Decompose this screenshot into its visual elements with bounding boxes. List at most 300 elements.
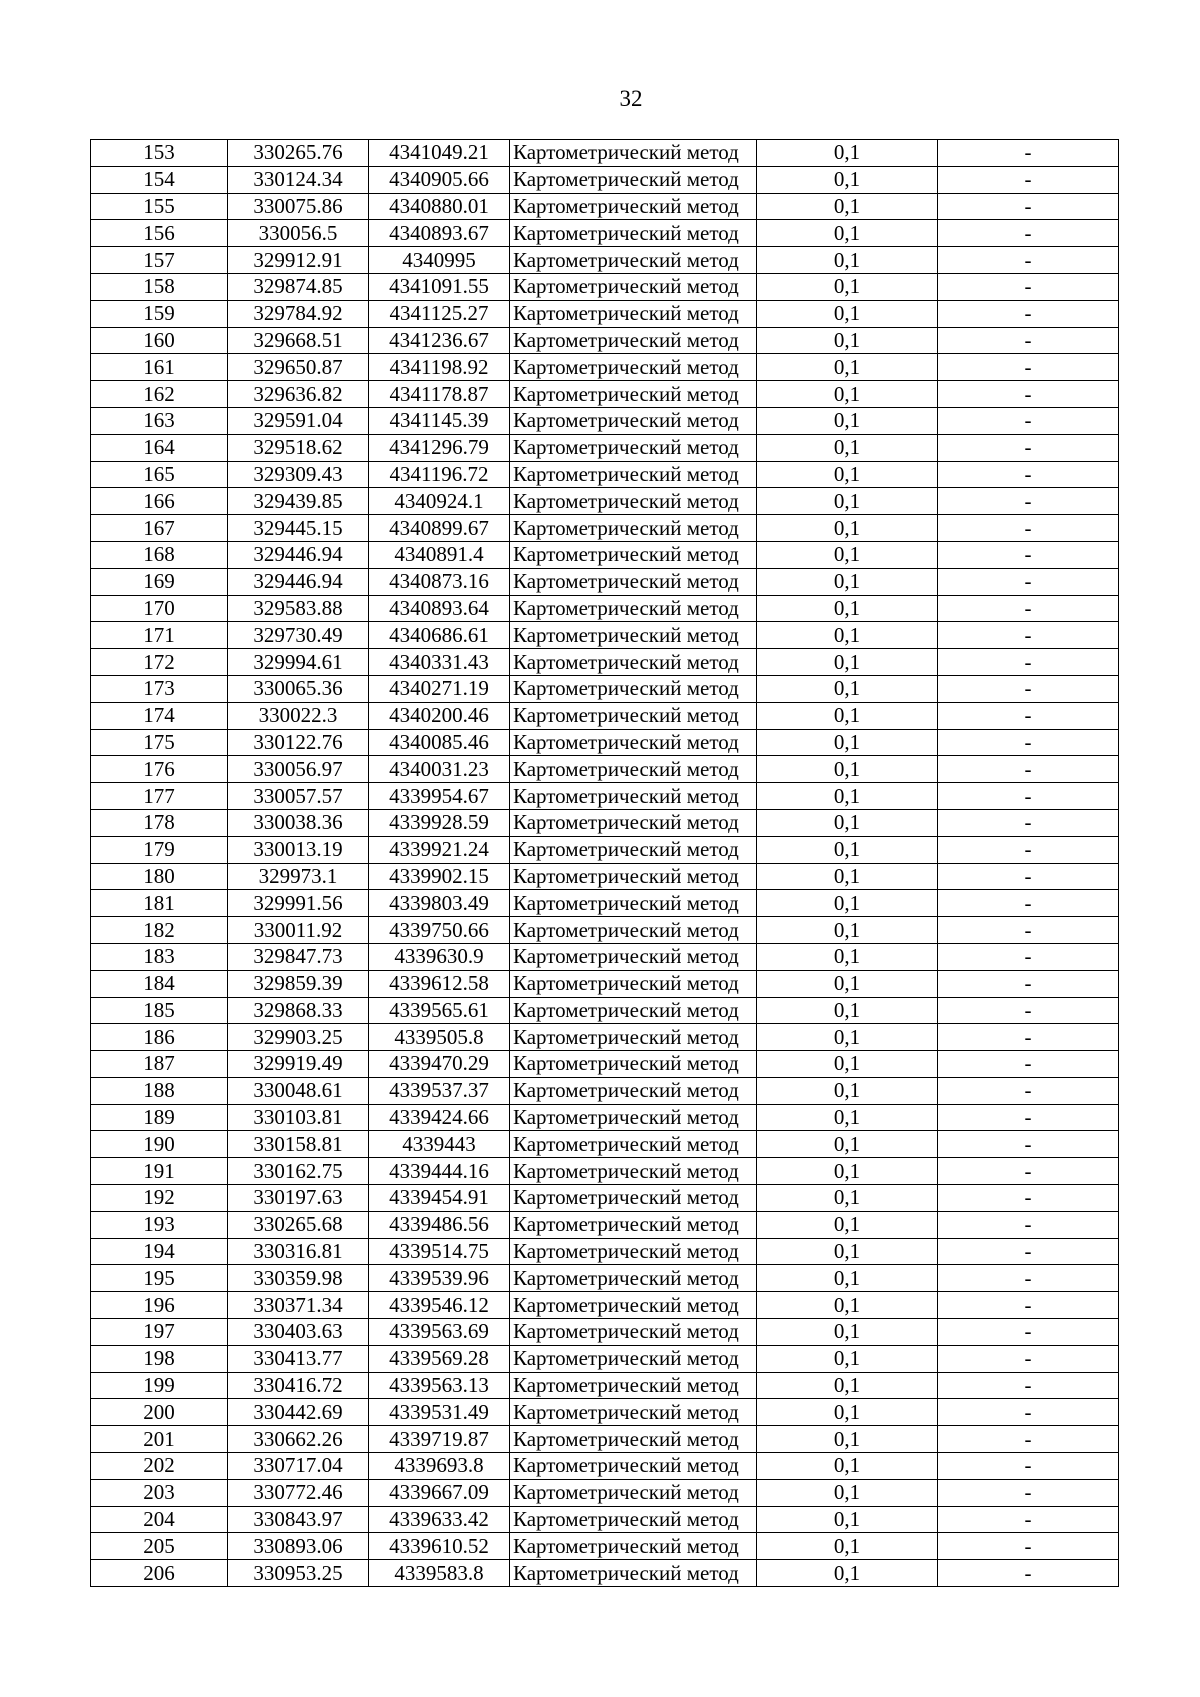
accuracy-cell: 0,1 xyxy=(757,273,938,300)
note-cell: - xyxy=(938,1506,1119,1533)
note-cell: - xyxy=(938,1265,1119,1292)
method-cell: Картометрический метод xyxy=(510,1211,757,1238)
method-cell: Картометрический метод xyxy=(510,300,757,327)
x-coordinate-cell: 330056.5 xyxy=(228,220,369,247)
accuracy-cell: 0,1 xyxy=(757,1265,938,1292)
table-row xyxy=(91,568,1119,595)
x-coordinate-cell: 330075.86 xyxy=(228,193,369,220)
x-coordinate-cell: 330057.57 xyxy=(228,783,369,810)
point-number-cell: 176 xyxy=(91,756,228,783)
method-cell: Картометрический метод xyxy=(510,675,757,702)
y-coordinate-cell: 4341198.92 xyxy=(369,354,510,381)
x-coordinate-cell: 330359.98 xyxy=(228,1265,369,1292)
method-cell: Картометрический метод xyxy=(510,247,757,274)
table-row xyxy=(91,1426,1119,1453)
table-row xyxy=(91,1077,1119,1104)
method-cell: Картометрический метод xyxy=(510,702,757,729)
x-coordinate-cell: 330065.36 xyxy=(228,675,369,702)
x-coordinate-cell: 329591.04 xyxy=(228,407,369,434)
table-row xyxy=(91,193,1119,220)
note-cell: - xyxy=(938,354,1119,381)
x-coordinate-cell: 329439.85 xyxy=(228,488,369,515)
table-row xyxy=(91,649,1119,676)
page-number: 32 xyxy=(619,86,643,111)
x-coordinate-cell: 330265.68 xyxy=(228,1211,369,1238)
point-number-cell: 170 xyxy=(91,595,228,622)
x-coordinate-cell: 330013.19 xyxy=(228,836,369,863)
point-number-cell: 162 xyxy=(91,381,228,408)
note-cell: - xyxy=(938,809,1119,836)
x-coordinate-cell: 330197.63 xyxy=(228,1185,369,1212)
point-number-cell: 158 xyxy=(91,273,228,300)
table-row xyxy=(91,1345,1119,1372)
point-number-cell: 161 xyxy=(91,354,228,381)
point-number-cell: 182 xyxy=(91,917,228,944)
accuracy-cell: 0,1 xyxy=(757,756,938,783)
y-coordinate-cell: 4340686.61 xyxy=(369,622,510,649)
accuracy-cell: 0,1 xyxy=(757,1479,938,1506)
y-coordinate-cell: 4339750.66 xyxy=(369,917,510,944)
accuracy-cell: 0,1 xyxy=(757,193,938,220)
method-cell: Картометрический метод xyxy=(510,1077,757,1104)
accuracy-cell: 0,1 xyxy=(757,1426,938,1453)
table-row xyxy=(91,863,1119,890)
note-cell: - xyxy=(938,515,1119,542)
method-cell: Картометрический метод xyxy=(510,541,757,568)
note-cell: - xyxy=(938,1372,1119,1399)
x-coordinate-cell: 329668.51 xyxy=(228,327,369,354)
method-cell: Картометрический метод xyxy=(510,1051,757,1078)
y-coordinate-cell: 4341091.55 xyxy=(369,273,510,300)
point-number-cell: 159 xyxy=(91,300,228,327)
y-coordinate-cell: 4339667.09 xyxy=(369,1479,510,1506)
method-cell: Картометрический метод xyxy=(510,1158,757,1185)
table-row xyxy=(91,783,1119,810)
method-cell: Картометрический метод xyxy=(510,140,757,167)
point-number-cell: 177 xyxy=(91,783,228,810)
point-number-cell: 200 xyxy=(91,1399,228,1426)
accuracy-cell: 0,1 xyxy=(757,890,938,917)
coordinates-table-body xyxy=(91,140,1119,1587)
x-coordinate-cell: 330038.36 xyxy=(228,809,369,836)
accuracy-cell: 0,1 xyxy=(757,997,938,1024)
table-row xyxy=(91,1051,1119,1078)
note-cell: - xyxy=(938,1077,1119,1104)
y-coordinate-cell: 4339563.69 xyxy=(369,1319,510,1346)
point-number-cell: 160 xyxy=(91,327,228,354)
method-cell: Картометрический метод xyxy=(510,1265,757,1292)
y-coordinate-cell: 4339454.91 xyxy=(369,1185,510,1212)
accuracy-cell: 0,1 xyxy=(757,1158,938,1185)
method-cell: Картометрический метод xyxy=(510,1238,757,1265)
point-number-cell: 196 xyxy=(91,1292,228,1319)
note-cell: - xyxy=(938,890,1119,917)
accuracy-cell: 0,1 xyxy=(757,381,938,408)
y-coordinate-cell: 4341145.39 xyxy=(369,407,510,434)
accuracy-cell: 0,1 xyxy=(757,836,938,863)
note-cell: - xyxy=(938,568,1119,595)
method-cell: Картометрический метод xyxy=(510,1104,757,1131)
method-cell: Картометрический метод xyxy=(510,1506,757,1533)
x-coordinate-cell: 329919.49 xyxy=(228,1051,369,1078)
accuracy-cell: 0,1 xyxy=(757,434,938,461)
x-coordinate-cell: 330124.34 xyxy=(228,166,369,193)
table-row xyxy=(91,1319,1119,1346)
point-number-cell: 189 xyxy=(91,1104,228,1131)
method-cell: Картометрический метод xyxy=(510,488,757,515)
y-coordinate-cell: 4339928.59 xyxy=(369,809,510,836)
x-coordinate-cell: 329518.62 xyxy=(228,434,369,461)
accuracy-cell: 0,1 xyxy=(757,247,938,274)
table-row xyxy=(91,1158,1119,1185)
y-coordinate-cell: 4340893.67 xyxy=(369,220,510,247)
y-coordinate-cell: 4339612.58 xyxy=(369,970,510,997)
point-number-cell: 199 xyxy=(91,1372,228,1399)
point-number-cell: 155 xyxy=(91,193,228,220)
point-number-cell: 156 xyxy=(91,220,228,247)
table-row xyxy=(91,541,1119,568)
point-number-cell: 157 xyxy=(91,247,228,274)
accuracy-cell: 0,1 xyxy=(757,1533,938,1560)
accuracy-cell: 0,1 xyxy=(757,541,938,568)
method-cell: Картометрический метод xyxy=(510,729,757,756)
y-coordinate-cell: 4340031.23 xyxy=(369,756,510,783)
y-coordinate-cell: 4340271.19 xyxy=(369,675,510,702)
y-coordinate-cell: 4341296.79 xyxy=(369,434,510,461)
point-number-cell: 174 xyxy=(91,702,228,729)
method-cell: Картометрический метод xyxy=(510,863,757,890)
y-coordinate-cell: 4339693.8 xyxy=(369,1453,510,1480)
table-row xyxy=(91,273,1119,300)
method-cell: Картометрический метод xyxy=(510,1426,757,1453)
y-coordinate-cell: 4341196.72 xyxy=(369,461,510,488)
y-coordinate-cell: 4339803.49 xyxy=(369,890,510,917)
table-row xyxy=(91,1024,1119,1051)
accuracy-cell: 0,1 xyxy=(757,1560,938,1587)
accuracy-cell: 0,1 xyxy=(757,354,938,381)
point-number-cell: 183 xyxy=(91,943,228,970)
accuracy-cell: 0,1 xyxy=(757,943,938,970)
method-cell: Картометрический метод xyxy=(510,1560,757,1587)
accuracy-cell: 0,1 xyxy=(757,140,938,167)
y-coordinate-cell: 4341125.27 xyxy=(369,300,510,327)
method-cell: Картометрический метод xyxy=(510,1479,757,1506)
accuracy-cell: 0,1 xyxy=(757,1399,938,1426)
accuracy-cell: 0,1 xyxy=(757,1185,938,1212)
table-row xyxy=(91,1265,1119,1292)
y-coordinate-cell: 4339921.24 xyxy=(369,836,510,863)
y-coordinate-cell: 4340891.4 xyxy=(369,541,510,568)
y-coordinate-cell: 4339546.12 xyxy=(369,1292,510,1319)
x-coordinate-cell: 330893.06 xyxy=(228,1533,369,1560)
method-cell: Картометрический метод xyxy=(510,836,757,863)
point-number-cell: 206 xyxy=(91,1560,228,1587)
accuracy-cell: 0,1 xyxy=(757,220,938,247)
accuracy-cell: 0,1 xyxy=(757,863,938,890)
method-cell: Картометрический метод xyxy=(510,756,757,783)
accuracy-cell: 0,1 xyxy=(757,488,938,515)
point-number-cell: 205 xyxy=(91,1533,228,1560)
x-coordinate-cell: 330662.26 xyxy=(228,1426,369,1453)
point-number-cell: 169 xyxy=(91,568,228,595)
point-number-cell: 178 xyxy=(91,809,228,836)
x-coordinate-cell: 329445.15 xyxy=(228,515,369,542)
point-number-cell: 180 xyxy=(91,863,228,890)
y-coordinate-cell: 4341236.67 xyxy=(369,327,510,354)
x-coordinate-cell: 329583.88 xyxy=(228,595,369,622)
note-cell: - xyxy=(938,1185,1119,1212)
y-coordinate-cell: 4339719.87 xyxy=(369,1426,510,1453)
x-coordinate-cell: 329650.87 xyxy=(228,354,369,381)
y-coordinate-cell: 4339610.52 xyxy=(369,1533,510,1560)
note-cell: - xyxy=(938,675,1119,702)
point-number-cell: 194 xyxy=(91,1238,228,1265)
table-row xyxy=(91,836,1119,863)
y-coordinate-cell: 4339537.37 xyxy=(369,1077,510,1104)
note-cell: - xyxy=(938,273,1119,300)
point-number-cell: 175 xyxy=(91,729,228,756)
point-number-cell: 187 xyxy=(91,1051,228,1078)
note-cell: - xyxy=(938,783,1119,810)
point-number-cell: 154 xyxy=(91,166,228,193)
table-row xyxy=(91,327,1119,354)
method-cell: Картометрический метод xyxy=(510,568,757,595)
note-cell: - xyxy=(938,247,1119,274)
note-cell: - xyxy=(938,756,1119,783)
x-coordinate-cell: 329859.39 xyxy=(228,970,369,997)
note-cell: - xyxy=(938,1051,1119,1078)
accuracy-cell: 0,1 xyxy=(757,1453,938,1480)
x-coordinate-cell: 330048.61 xyxy=(228,1077,369,1104)
accuracy-cell: 0,1 xyxy=(757,568,938,595)
accuracy-cell: 0,1 xyxy=(757,1051,938,1078)
table-row xyxy=(91,809,1119,836)
note-cell: - xyxy=(938,434,1119,461)
method-cell: Картометрический метод xyxy=(510,1131,757,1158)
note-cell: - xyxy=(938,1131,1119,1158)
table-row xyxy=(91,675,1119,702)
y-coordinate-cell: 4339954.67 xyxy=(369,783,510,810)
accuracy-cell: 0,1 xyxy=(757,1104,938,1131)
note-cell: - xyxy=(938,1319,1119,1346)
note-cell: - xyxy=(938,649,1119,676)
accuracy-cell: 0,1 xyxy=(757,1077,938,1104)
table-row xyxy=(91,354,1119,381)
table-row xyxy=(91,997,1119,1024)
accuracy-cell: 0,1 xyxy=(757,461,938,488)
point-number-cell: 184 xyxy=(91,970,228,997)
method-cell: Картометрический метод xyxy=(510,649,757,676)
accuracy-cell: 0,1 xyxy=(757,1292,938,1319)
point-number-cell: 192 xyxy=(91,1185,228,1212)
point-number-cell: 172 xyxy=(91,649,228,676)
point-number-cell: 165 xyxy=(91,461,228,488)
table-row xyxy=(91,1453,1119,1480)
note-cell: - xyxy=(938,461,1119,488)
y-coordinate-cell: 4339569.28 xyxy=(369,1345,510,1372)
method-cell: Картометрический метод xyxy=(510,166,757,193)
point-number-cell: 171 xyxy=(91,622,228,649)
note-cell: - xyxy=(938,220,1119,247)
method-cell: Картометрический метод xyxy=(510,890,757,917)
accuracy-cell: 0,1 xyxy=(757,783,938,810)
point-number-cell: 181 xyxy=(91,890,228,917)
accuracy-cell: 0,1 xyxy=(757,407,938,434)
y-coordinate-cell: 4340995 xyxy=(369,247,510,274)
table-row xyxy=(91,970,1119,997)
method-cell: Картометрический метод xyxy=(510,1399,757,1426)
accuracy-cell: 0,1 xyxy=(757,649,938,676)
accuracy-cell: 0,1 xyxy=(757,675,938,702)
method-cell: Картометрический метод xyxy=(510,622,757,649)
accuracy-cell: 0,1 xyxy=(757,809,938,836)
method-cell: Картометрический метод xyxy=(510,1024,757,1051)
x-coordinate-cell: 330158.81 xyxy=(228,1131,369,1158)
x-coordinate-cell: 330265.76 xyxy=(228,140,369,167)
accuracy-cell: 0,1 xyxy=(757,1024,938,1051)
x-coordinate-cell: 330442.69 xyxy=(228,1399,369,1426)
table-row xyxy=(91,140,1119,167)
y-coordinate-cell: 4340085.46 xyxy=(369,729,510,756)
method-cell: Картометрический метод xyxy=(510,193,757,220)
note-cell: - xyxy=(938,166,1119,193)
table-row xyxy=(91,515,1119,542)
table-row xyxy=(91,1211,1119,1238)
method-cell: Картометрический метод xyxy=(510,917,757,944)
y-coordinate-cell: 4339505.8 xyxy=(369,1024,510,1051)
table-row xyxy=(91,488,1119,515)
y-coordinate-cell: 4339563.13 xyxy=(369,1372,510,1399)
y-coordinate-cell: 4340893.64 xyxy=(369,595,510,622)
y-coordinate-cell: 4339531.49 xyxy=(369,1399,510,1426)
y-coordinate-cell: 4340899.67 xyxy=(369,515,510,542)
x-coordinate-cell: 330056.97 xyxy=(228,756,369,783)
y-coordinate-cell: 4339443 xyxy=(369,1131,510,1158)
point-number-cell: 173 xyxy=(91,675,228,702)
note-cell: - xyxy=(938,1158,1119,1185)
accuracy-cell: 0,1 xyxy=(757,702,938,729)
note-cell: - xyxy=(938,488,1119,515)
table-row xyxy=(91,1506,1119,1533)
point-number-cell: 179 xyxy=(91,836,228,863)
table-row xyxy=(91,1560,1119,1587)
y-coordinate-cell: 4339583.8 xyxy=(369,1560,510,1587)
table-row xyxy=(91,300,1119,327)
note-cell: - xyxy=(938,997,1119,1024)
table-row xyxy=(91,407,1119,434)
y-coordinate-cell: 4339444.16 xyxy=(369,1158,510,1185)
coordinates-table xyxy=(90,139,1119,1587)
method-cell: Картометрический метод xyxy=(510,1292,757,1319)
table-row xyxy=(91,166,1119,193)
x-coordinate-cell: 330162.75 xyxy=(228,1158,369,1185)
y-coordinate-cell: 4341178.87 xyxy=(369,381,510,408)
table-row xyxy=(91,702,1119,729)
table-row xyxy=(91,1292,1119,1319)
note-cell: - xyxy=(938,327,1119,354)
x-coordinate-cell: 330371.34 xyxy=(228,1292,369,1319)
table-row xyxy=(91,595,1119,622)
point-number-cell: 153 xyxy=(91,140,228,167)
method-cell: Картометрический метод xyxy=(510,515,757,542)
note-cell: - xyxy=(938,1292,1119,1319)
point-number-cell: 167 xyxy=(91,515,228,542)
y-coordinate-cell: 4341049.21 xyxy=(369,140,510,167)
accuracy-cell: 0,1 xyxy=(757,1372,938,1399)
note-cell: - xyxy=(938,1560,1119,1587)
x-coordinate-cell: 330843.97 xyxy=(228,1506,369,1533)
note-cell: - xyxy=(938,595,1119,622)
table-row xyxy=(91,1238,1119,1265)
point-number-cell: 164 xyxy=(91,434,228,461)
y-coordinate-cell: 4339486.56 xyxy=(369,1211,510,1238)
y-coordinate-cell: 4340331.43 xyxy=(369,649,510,676)
method-cell: Картометрический метод xyxy=(510,381,757,408)
table-row xyxy=(91,1479,1119,1506)
y-coordinate-cell: 4339424.66 xyxy=(369,1104,510,1131)
method-cell: Картометрический метод xyxy=(510,783,757,810)
y-coordinate-cell: 4339470.29 xyxy=(369,1051,510,1078)
method-cell: Картометрический метод xyxy=(510,434,757,461)
note-cell: - xyxy=(938,622,1119,649)
point-number-cell: 166 xyxy=(91,488,228,515)
method-cell: Картометрический метод xyxy=(510,1185,757,1212)
table-row xyxy=(91,220,1119,247)
note-cell: - xyxy=(938,1238,1119,1265)
x-coordinate-cell: 329636.82 xyxy=(228,381,369,408)
table-row xyxy=(91,1104,1119,1131)
y-coordinate-cell: 4339565.61 xyxy=(369,997,510,1024)
table-row xyxy=(91,381,1119,408)
accuracy-cell: 0,1 xyxy=(757,970,938,997)
table-row xyxy=(91,434,1119,461)
point-number-cell: 197 xyxy=(91,1319,228,1346)
method-cell: Картометрический метод xyxy=(510,327,757,354)
point-number-cell: 203 xyxy=(91,1479,228,1506)
method-cell: Картометрический метод xyxy=(510,970,757,997)
x-coordinate-cell: 330403.63 xyxy=(228,1319,369,1346)
x-coordinate-cell: 329973.1 xyxy=(228,863,369,890)
table-row xyxy=(91,1131,1119,1158)
accuracy-cell: 0,1 xyxy=(757,917,938,944)
accuracy-cell: 0,1 xyxy=(757,1319,938,1346)
y-coordinate-cell: 4340880.01 xyxy=(369,193,510,220)
method-cell: Картометрический метод xyxy=(510,1345,757,1372)
x-coordinate-cell: 329784.92 xyxy=(228,300,369,327)
y-coordinate-cell: 4339630.9 xyxy=(369,943,510,970)
note-cell: - xyxy=(938,140,1119,167)
accuracy-cell: 0,1 xyxy=(757,1211,938,1238)
x-coordinate-cell: 330772.46 xyxy=(228,1479,369,1506)
x-coordinate-cell: 329994.61 xyxy=(228,649,369,676)
method-cell: Картометрический метод xyxy=(510,595,757,622)
note-cell: - xyxy=(938,1453,1119,1480)
note-cell: - xyxy=(938,1479,1119,1506)
accuracy-cell: 0,1 xyxy=(757,1131,938,1158)
note-cell: - xyxy=(938,1426,1119,1453)
x-coordinate-cell: 329446.94 xyxy=(228,568,369,595)
x-coordinate-cell: 330316.81 xyxy=(228,1238,369,1265)
x-coordinate-cell: 329912.91 xyxy=(228,247,369,274)
method-cell: Картометрический метод xyxy=(510,1453,757,1480)
table-row xyxy=(91,729,1119,756)
point-number-cell: 198 xyxy=(91,1345,228,1372)
y-coordinate-cell: 4339539.96 xyxy=(369,1265,510,1292)
note-cell: - xyxy=(938,1533,1119,1560)
point-number-cell: 185 xyxy=(91,997,228,1024)
method-cell: Картометрический метод xyxy=(510,354,757,381)
table-row xyxy=(91,1185,1119,1212)
